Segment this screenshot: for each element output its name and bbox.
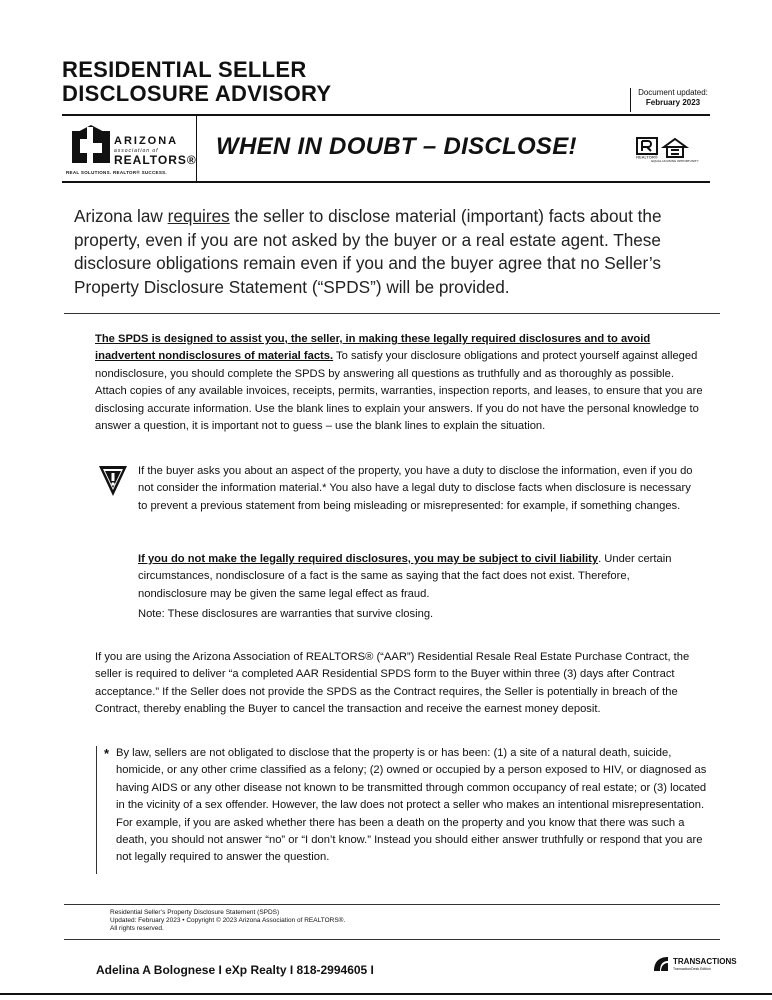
- banner-headline: WHEN IN DOUBT – DISCLOSE!: [216, 133, 577, 160]
- contract-paragraph: If you are using the Arizona Association of REALTORS® (“AAR”) Residential Resale Real Estate Purchase Contract, the seller is required to deliver “a completed AAR Residential SPDS form to the Buyer within three (3) days after Contract acceptance.” If the Seller does not provide the SPDS as the Contract requires, the Seller is potentially in breach of the Contract, thereby enabling the Buyer to cancel the transaction and receive the earnest money deposit.: [95, 651, 690, 716]
- updated-divider: [630, 88, 631, 112]
- logo-realtors: REALTORS®: [114, 153, 197, 167]
- spds-body: To satisfy your disclosure obligations and protect yourself against alleged nondisclosure, you should complete the SPDS by answering all questions as truthfully and as thoroughly as possible. Attach copies of any available invoices, receipts, permits, warranties, inspection reports, and leases, to ensure that you are disclosing accurate information. Use the blank lines to explain your answers. If you do not have the personal knowledge to answer a question, it is important not to guess – use the blank lines to explain the situation.: [95, 350, 703, 433]
- footer-copyright: [110, 909, 345, 933]
- realtor-r-icon: [636, 137, 658, 159]
- spds-bold-lead: The SPDS is designed to assist you, the seller, in making these legally required disclosures and to avoid inadvertent nondisclosures of material facts.: [95, 333, 651, 363]
- page-bottom-rule: [0, 993, 772, 995]
- footnote-bar: [96, 746, 97, 874]
- liability-paragraph: [138, 551, 698, 603]
- footer-rule-top: [64, 904, 720, 905]
- warning-text: If the buyer asks you about an aspect of the property, you have a duty to disclose the information, even if you do not consider the information material.* You also have a legal duty to disclose facts when disclosure is necessary to prevent a previous statement from being misleading or misrepresented: for example, if something changes.: [138, 465, 693, 512]
- warning-icon: [97, 464, 129, 498]
- spds-paragraph: [95, 331, 705, 435]
- footnote-text: By law, sellers are not obligated to disclose that the property is or has been: (1) a site of a natural death, suicide, homicide, or any other crime classified as a felony; (2) owned or occupied by a person exposed to HIV, or diagnosed as having AIDS or any other disease not known to be transmitted through common occupancy of real estate; or (3) located in the vicinity of a sex offender. However, the law does not protect a seller who makes an intentional misrepresentation. For example, if you are asked whether there has been a death on the property and you know that there was such a death, you should not answer “no” or “I don’t know.” Instead you should either answer truthfully or respond that you are not legally required to answer the question.: [116, 747, 707, 864]
- header-rule-bottom: [62, 181, 710, 183]
- transactions-logo-icon: [652, 955, 670, 973]
- document-updated: [633, 88, 713, 108]
- aar-logo-mark-icon: [72, 125, 110, 163]
- transactions-brand: TRANSACTIONS: [673, 957, 737, 966]
- section-divider: [64, 313, 720, 314]
- footer-line-1: Residential Seller’s Property Disclosure Statement (SPDS): [110, 909, 280, 916]
- agent-info: Adelina A Bolognese I eXp Realty I 818-2994605 I: [96, 963, 374, 977]
- eho-badge-label: EQUAL HOUSING OPPORTUNITY: [651, 159, 699, 163]
- equal-housing-icon: [651, 137, 699, 163]
- logo-tagline: REAL SOLUTIONS. REALTOR® SUCCESS.: [66, 170, 167, 175]
- liability-bold: If you do not make the legally required disclosures, you may be subject to civil liability: [138, 553, 599, 565]
- title-line-1: RESIDENTIAL SELLER: [62, 57, 307, 82]
- intro-underlined: requires: [167, 206, 230, 226]
- updated-date: February 2023: [645, 98, 701, 107]
- intro-part-2: the seller to disclose material (important) facts about the property, even if you are not asked by the buyer or a real estate agent. These disclosure obligations remain even if you and the buyer agree that no Seller’s Property Disclosure Statement (“SPDS”) will be provided.: [74, 206, 662, 297]
- realtor-badge-label: REALTOR®: [636, 154, 658, 160]
- logo-association: association of: [114, 148, 159, 154]
- footer-line-3: All rights reserved.: [110, 925, 164, 932]
- title-line-2: DISCLOSURE ADVISORY: [62, 81, 332, 106]
- logo-arizona: ARIZONA: [114, 135, 179, 147]
- liability-body: . Under certain circumstances, nondisclosure of a fact is the same as saying that the fact does not exist. Therefore, nondisclosure may be given the same legal effect as fraud.: [138, 553, 672, 600]
- transactions-edition: TransactionDesk Edition: [673, 967, 711, 971]
- document-title: [62, 58, 331, 106]
- footer-rule-bottom: [64, 939, 720, 940]
- intro-part-1: Arizona law: [74, 206, 168, 226]
- footnote-asterisk: *: [104, 746, 110, 761]
- aar-logo: [62, 115, 197, 181]
- updated-label: Document updated:: [638, 88, 708, 97]
- footer-line-2: Updated: February 2023 • Copyright © 2023 Arizona Association of REALTORS®.: [110, 917, 346, 924]
- warranty-note: Note: These disclosures are warranties that survive closing.: [138, 608, 434, 620]
- intro-paragraph: [74, 205, 714, 299]
